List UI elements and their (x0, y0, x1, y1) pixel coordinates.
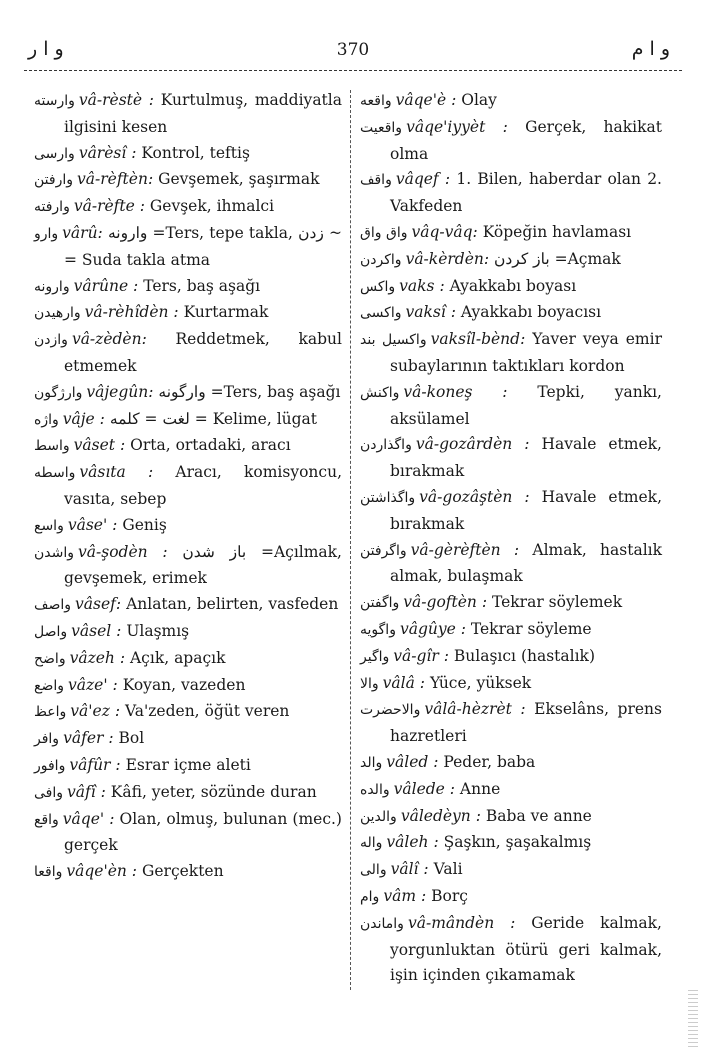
entry-headword-persian: واگذاشتن (360, 489, 416, 506)
entry-definition: Anne (459, 779, 501, 798)
entry-transliteration: vâ-gozâştèn : (419, 487, 530, 506)
dictionary-entry (34, 673, 342, 700)
entry-transliteration: vâqe'iyyèt : (406, 117, 508, 136)
dictionary-entry (360, 590, 662, 617)
entry-transliteration: vâm : (383, 886, 427, 905)
entry-transliteration: vâ'ez : (70, 702, 121, 721)
entry-headword-persian: واگفتن (360, 595, 400, 612)
entry-definition: Ters, baş aşağı (143, 276, 261, 295)
dictionary-entry (360, 750, 662, 777)
entry-definition: Gerçek, hakikat olma (390, 117, 662, 163)
entry-headword-persian: واكسى (360, 305, 402, 322)
entry-definition: Koyan, vazeden (122, 675, 246, 694)
entry-headword-persian: واصف (34, 597, 72, 614)
dictionary-entry (360, 830, 662, 857)
entry-definition: 1. Bilen, haberdar olan 2. Vakfeden (390, 170, 662, 216)
entry-headword-persian: واگير (360, 648, 390, 665)
entry-headword-persian: واگرفتن (360, 542, 407, 559)
dictionary-entry (360, 671, 662, 698)
entry-definition: Şaşkın, şaşakalmış (443, 833, 592, 852)
entry-definition: Bol (118, 729, 145, 748)
right-column (360, 88, 662, 989)
entry-headword-persian: وارو (34, 225, 59, 242)
dictionary-entry (34, 274, 342, 301)
entry-definition: Peder, baba (443, 752, 536, 771)
dictionary-entry (360, 804, 662, 831)
entry-definition: Va'zeden, öğüt veren (124, 702, 290, 721)
dictionary-entry (360, 857, 662, 884)
edge-dots (688, 990, 698, 1050)
entry-headword-persian: واق واق (360, 224, 408, 241)
entry-definition: لغت = كلمه = Kelime, lügat (109, 409, 318, 428)
header-left-guide: و ا ر (28, 38, 64, 60)
dictionary-entry (34, 646, 342, 673)
entry-transliteration: vâgûye : (399, 619, 466, 638)
dictionary-entry (360, 617, 662, 644)
dictionary-entry (360, 777, 662, 804)
entry-headword-persian: واضع (34, 677, 64, 694)
dictionary-entry (34, 540, 342, 593)
entry-transliteration: vâ-gozârdèn : (415, 435, 530, 454)
entry-transliteration: vâledèyn : (400, 806, 481, 825)
entry-headword-persian: واله (360, 835, 383, 852)
entry-transliteration: vâ-koneş : (403, 382, 508, 401)
entry-transliteration: vâje : (62, 409, 105, 428)
entry-headword-persian: وارسى (34, 145, 75, 162)
entry-headword-persian: واقعه (360, 93, 392, 109)
entry-definition: Açık, apaçık (129, 648, 226, 667)
column-divider (350, 90, 351, 990)
entry-definition: Gevşemek, şaşırmak (158, 170, 320, 189)
entry-headword-persian: واژه (34, 411, 59, 428)
entry-headword-persian: وام (360, 888, 380, 905)
entry-definition: Orta, ortadaki, aracı (130, 436, 291, 455)
dictionary-entry (360, 88, 662, 115)
dictionary-entry (360, 247, 662, 274)
entry-definition: Reddetmek, kabul etmemek (64, 330, 342, 375)
entry-definition: باز كردن =Açmak (494, 249, 621, 268)
entry-transliteration: vaks : (399, 276, 445, 295)
entry-transliteration: vâq-vâq: (411, 222, 478, 241)
entry-transliteration: vâqef : (395, 170, 451, 189)
entry-headword-persian: واماندن (360, 915, 404, 932)
entry-headword-persian: واشدن (34, 544, 75, 561)
dictionary-entry (360, 538, 662, 591)
dictionary-entry (34, 807, 342, 860)
entry-transliteration: vâ-goftèn : (403, 593, 488, 612)
page-number: 370 (336, 40, 370, 60)
entry-definition: Tekrar söylemek (491, 593, 623, 612)
entry-headword-persian: وازدن (34, 332, 68, 349)
entry-headword-persian: واعظ (34, 704, 67, 721)
entry-transliteration: vâqe'èn : (66, 862, 138, 881)
entry-headword-persian: والى (360, 862, 387, 879)
dictionary-entry (360, 432, 662, 485)
entry-definition: Anlatan, belirten, vasfeden (126, 595, 339, 614)
entry-definition: Havale etmek, bırakmak (390, 487, 662, 533)
entry-headword-persian: واصل (34, 623, 68, 640)
dictionary-entry (34, 699, 342, 726)
entry-transliteration: vârûne : (73, 276, 139, 295)
entry-headword-persian: واكسيل بند (360, 332, 427, 349)
entry-transliteration: vâlî : (390, 860, 429, 879)
entry-definition: Olan, olmuş, bulunan (mec.) gerçek (64, 809, 342, 855)
entry-transliteration: vâlede : (393, 779, 455, 798)
entry-definition: Geniş (122, 515, 167, 534)
entry-headword-persian: واقعا (34, 864, 63, 881)
dictionary-entry (360, 115, 662, 168)
entry-headword-persian: واگويه (360, 621, 396, 638)
entry-headword-persian: والاحضرت (360, 702, 421, 719)
entry-transliteration: vâlâ : (382, 673, 425, 692)
entry-transliteration: vârû: (62, 223, 103, 242)
entry-transliteration: vâ-rèstè : (78, 91, 154, 109)
entry-definition: Gevşek, ihmalci (149, 197, 275, 216)
entry-definition: Tekrar söyleme (470, 619, 592, 638)
entry-definition: Yüce, yüksek (429, 673, 532, 692)
left-column (34, 88, 342, 886)
entry-definition: Ulaşmış (126, 621, 190, 640)
dictionary-entry (34, 753, 342, 780)
entry-definition: Havale etmek, bırakmak (390, 435, 662, 481)
entry-definition: Bulaşıcı (hastalık) (453, 646, 595, 665)
dictionary-entry (34, 592, 342, 619)
entry-headword-persian: وارفته (34, 199, 70, 216)
entry-transliteration: vaksî : (405, 303, 456, 322)
header-right-guide: و ا م (631, 38, 670, 60)
entry-transliteration: vâse' : (67, 515, 118, 534)
entry-definition: Vali (433, 860, 463, 879)
entry-transliteration: vâ-gîr : (393, 646, 449, 665)
entry-definition: Kâfi, yeter, sözünde duran (110, 782, 317, 801)
entry-headword-persian: واقع (34, 811, 59, 828)
entry-transliteration: vâfûr : (69, 755, 121, 774)
entry-headword-persian: وارسته (34, 93, 75, 109)
entry-transliteration: vâset : (73, 436, 126, 455)
entry-definition: Yaver veya emir subaylarının taktıkları kordon (390, 330, 662, 375)
dictionary-entry (360, 644, 662, 671)
dictionary-entry (34, 167, 342, 194)
entry-transliteration: vâlâ-hèzrèt : (424, 700, 526, 719)
dictionary-entry (34, 513, 342, 540)
entry-definition: Kurtarmak (183, 303, 269, 322)
entry-transliteration: vâ-gèrèftèn : (410, 540, 520, 559)
entry-definition: Ekselâns, prens hazretleri (390, 700, 662, 746)
dictionary-entry (360, 300, 662, 327)
dictionary-entry (34, 726, 342, 753)
entry-transliteration: vaksîl-bènd: (430, 330, 526, 349)
entry-definition: Olay (461, 91, 497, 109)
entry-definition: Tepki, yankı, aksülamel (390, 382, 662, 428)
entry-headword-persian: وافى (34, 784, 64, 801)
entry-definition: وارگونه =Ters, baş aşağı (158, 382, 341, 401)
dictionary-entry (34, 859, 342, 886)
entry-headword-persian: وارهيدن (34, 305, 81, 322)
entry-transliteration: vâsef: (75, 595, 122, 614)
entry-transliteration: vâzeh : (69, 648, 126, 667)
entry-transliteration: vâ-zèdèn: (71, 330, 147, 349)
entry-transliteration: vâ-rèhîdèn : (84, 303, 179, 322)
entry-headword-persian: واسطه (34, 465, 76, 482)
entry-headword-persian: والد (360, 754, 383, 771)
entry-headword-persian: واكنش (360, 384, 400, 401)
entry-headword-persian: واقف (360, 172, 392, 189)
dictionary-entry (360, 485, 662, 538)
entry-definition: وارونه =Ters, tepe takla, زدن ~ = Suda takla atma (64, 223, 343, 269)
entry-transliteration: vâ-mândèn : (407, 913, 516, 932)
entry-headword-persian: واكردن (360, 251, 402, 268)
dictionary-entry (360, 220, 662, 247)
dictionary-entry (360, 380, 662, 433)
entry-headword-persian: وارفتن (34, 172, 73, 189)
entry-definition: Geride kalmak, yorgunluktan ötürü geri kalmak, işin içinden çıkamamak (390, 913, 662, 985)
dictionary-entry (34, 194, 342, 221)
dictionary-entry (34, 780, 342, 807)
dictionary-entry (34, 380, 342, 407)
dictionary-entry (360, 697, 662, 750)
entry-transliteration: vâze' : (68, 675, 118, 694)
entry-definition: Baba ve anne (485, 806, 592, 825)
entry-headword-persian: واقعيت (360, 119, 403, 136)
entry-definition: Kontrol, teftiş (141, 143, 250, 162)
entry-headword-persian: والده (360, 781, 390, 798)
entry-transliteration: vâqe' : (62, 809, 115, 828)
dictionary-entry (34, 141, 342, 168)
dictionary-entry (360, 911, 662, 989)
entry-transliteration: vâfî : (67, 782, 106, 801)
entry-definition: Ayakkabı boyacısı (460, 303, 602, 322)
dictionary-entry (34, 300, 342, 327)
page-header (0, 30, 706, 70)
entry-transliteration: vâ-rèftèn: (77, 170, 154, 189)
dictionary-entry (360, 327, 662, 380)
entry-transliteration: vâqe'è : (395, 91, 457, 109)
entry-headword-persian: واگذاردن (360, 437, 412, 454)
entry-transliteration: vâ-şodèn : (78, 542, 168, 561)
entry-definition: Ayakkabı boyası (449, 276, 577, 295)
entry-headword-persian: واسع (34, 517, 64, 534)
dictionary-entry (34, 433, 342, 460)
entry-headword-persian: وارونه (34, 278, 70, 295)
entry-definition: Borç (431, 886, 468, 905)
entry-headword-persian: واسط (34, 438, 70, 455)
entry-definition: Gerçekten (141, 862, 224, 881)
entry-headword-persian: واكس (360, 278, 396, 295)
entry-transliteration: vâled : (386, 752, 439, 771)
entry-definition: Aracı, komisyoncu, vasıta, sebep (64, 463, 342, 508)
dictionary-entry (34, 221, 342, 274)
entry-definition: Köpeğin havlaması (482, 222, 632, 241)
dictionary-entry (34, 460, 342, 513)
entry-headword-persian: والدين (360, 808, 397, 825)
dictionary-entry (360, 274, 662, 301)
header-rule (24, 70, 682, 71)
entry-transliteration: vâfer : (63, 729, 114, 748)
entry-headword-persian: والا (360, 675, 379, 692)
dictionary-entry (360, 167, 662, 220)
entry-headword-persian: وافور (34, 757, 66, 774)
entry-headword-persian: واضح (34, 650, 66, 667)
entry-headword-persian: وافر (34, 731, 60, 748)
entry-transliteration: vârèsî : (78, 143, 137, 162)
dictionary-entry (34, 407, 342, 434)
dictionary-entry (34, 88, 342, 141)
entry-definition: Kurtulmuş, maddiyatla ilgisini kesen (64, 91, 342, 136)
entry-transliteration: vâjegûn: (86, 382, 154, 401)
entry-transliteration: vâsel : (71, 621, 122, 640)
entry-transliteration: vâsıta : (79, 463, 154, 482)
dictionary-entry (34, 619, 342, 646)
dictionary-entry (34, 327, 342, 380)
entry-headword-persian: وارژگون (34, 384, 83, 401)
entry-definition: Esrar içme aleti (125, 755, 251, 774)
dictionary-entry (360, 884, 662, 911)
entry-definition: Almak, hastalık almak, bulaşmak (390, 540, 662, 586)
entry-transliteration: vâleh : (386, 833, 439, 852)
entry-transliteration: vâ-rèfte : (73, 197, 145, 216)
entry-transliteration: vâ-kèrdèn: (405, 249, 490, 268)
entry-definition: باز شدن =Açılmak, gevşemek, erimek (64, 542, 342, 588)
